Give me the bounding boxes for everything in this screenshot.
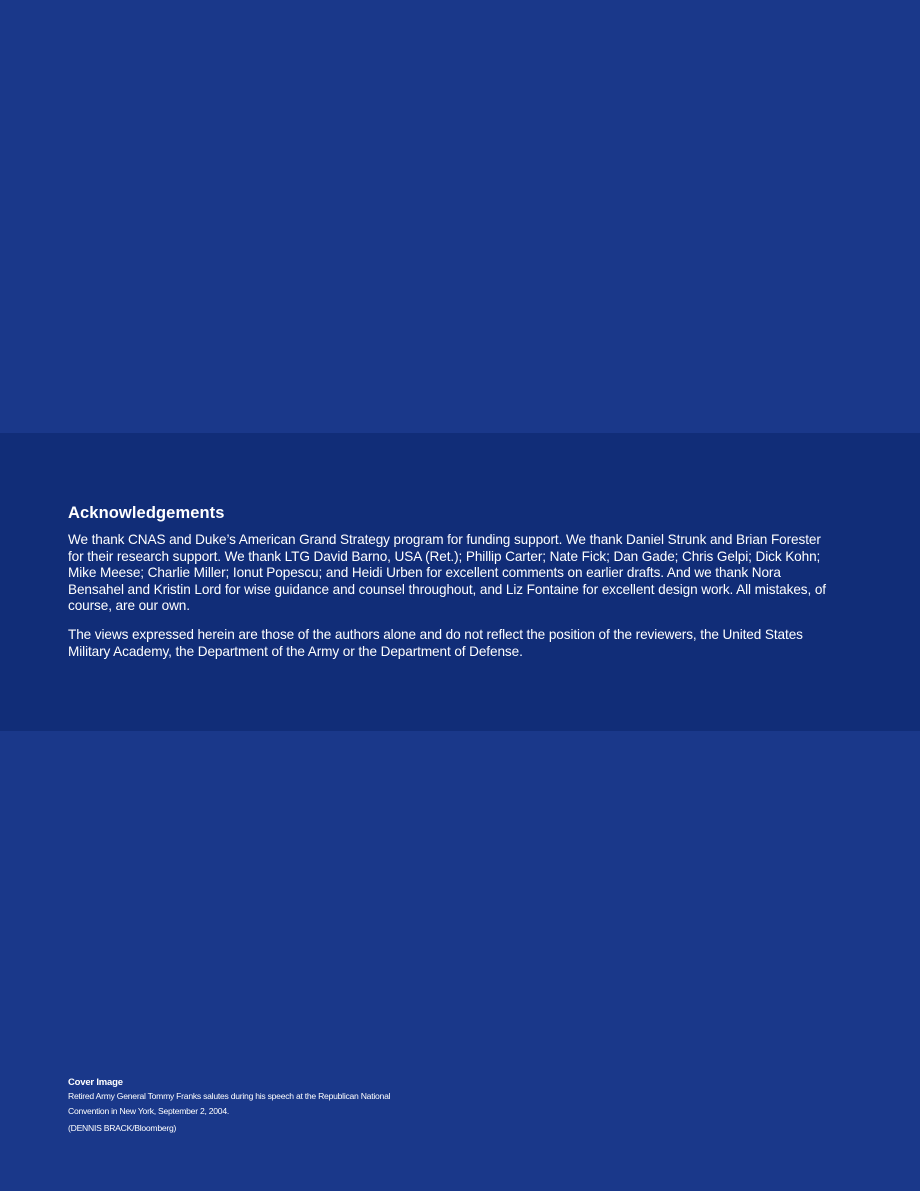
cover-image-title: Cover Image [68,1077,123,1088]
cover-image-photo-credit: (DENNIS BRACK/Bloomberg) [68,1123,177,1133]
acknowledgements-title: Acknowledgements [68,504,225,522]
acknowledgements-paragraph-disclaimer: The views expressed herein are those of the authors alone and do not reflect the position of the reviewers, the United States Military Academy, the Department of the Army or the Department of Defense. [68,626,803,659]
cover-image-credit [68,1076,428,1135]
cover-image-caption: Retired Army General Tommy Franks salutes during his speech at the Republican National Convention in New York, September 2, 2004. [68,1091,391,1116]
acknowledgements-section [68,503,838,672]
acknowledgements-paragraph-funding: We thank CNAS and Duke’s American Grand Strategy program for funding support. We thank Daniel Strunk and Brian Forester for their research support. We thank LTG David Barno, USA (Ret.); Phillip Carter; Nate Fick; Dan Gade; Chris Gelpi; Dick Kohn; Mike Meese; Charlie Miller; Ionut Popescu; and Heidi Urben for excellent comments on earlier drafts. And we thank Nora Bensahel and Kristin Lord for wise guidance and counsel throughout, and Liz Fontaine for excellent design work. All mistakes, of course, are our own. [68,532,826,614]
